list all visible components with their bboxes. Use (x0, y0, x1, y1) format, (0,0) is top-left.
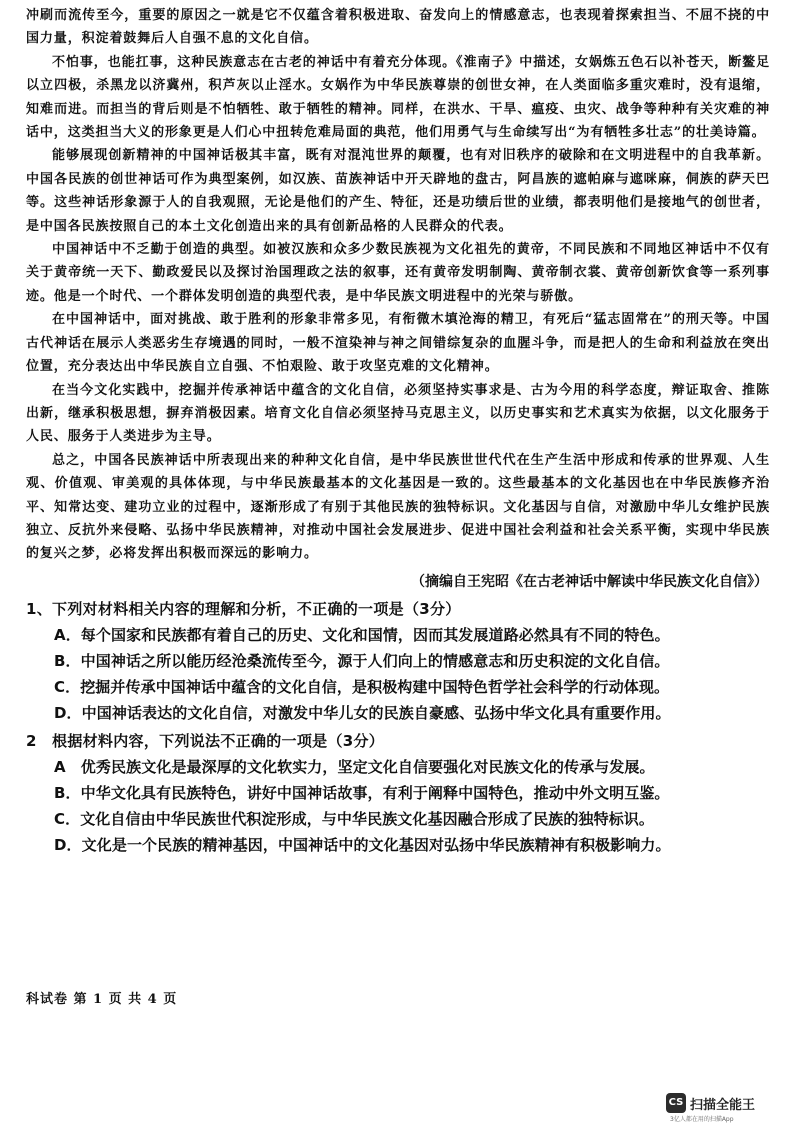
question-1-stem: 1、下列对材料相关内容的理解和分析，不正确的一项是（3分） (26, 599, 461, 618)
passage-paragraph-6: 在当今文化实践中，挖掘并传承神话中蕴含的文化自信，必须坚持实事求是、古为今用的科学态度，辩证取舍、推陈出新，继承积极思想，摒弃消极因素。培育文化自信必须坚持马克思主义，以历史事实和艺术真实为依据，以文化服务于人民、服务于人类进步为主导。 (26, 382, 770, 445)
passage-paragraph-1: 冲刷而流传至今，重要的原因之一就是它不仅蕴含着积极进取、奋发向上的情感意志，也表现着探索担当、不屈不挠的中国力量，积淀着鼓舞后人自强不息的文化自信。 (26, 8, 770, 47)
question-2-stem: 2 根据材料内容，下列说法不正确的一项是（3分） (26, 731, 385, 750)
question-2-option-d: D．文化是一个民族的精神基因，中国神话中的文化基因对弘扬中华民族精神有积极影响力。 (54, 835, 671, 854)
question-2-option-b: B．中华文化具有民族特色，讲好中国神话故事，有利于阐释中国特色，推动中外文明互鉴。 (54, 783, 670, 802)
question-2 (26, 728, 770, 858)
page-footer: 科试卷 第 1 页 共 4 页 (26, 992, 178, 1007)
passage-paragraph-5: 在中国神话中，面对挑战、敢于胜利的形象非常多见，有衔微木填沧海的精卫，有死后“猛志固常在”的刑天等。中国古代神话在展示人类恶劣生存境遇的同时，一般不渲染神与神之间错综复杂的血腥斗争，而是把人的生命和利益放在突出位置，充分表达出中华民族自立自强、不怕艰险、敢于攻坚克难的文化精神。 (26, 312, 770, 375)
passage-paragraph-2: 不怕事，也能扛事，这种民族意志在古老的神话中有着充分体现。《淮南子》中描述，女娲炼五色石以补苍天，断鳌足以立四极，杀黑龙以济冀州，积芦灰以止淫水。女娲作为中华民族尊崇的创世女神，在人类面临多重灾难时，没有退缩，知难而进。而担当的背后则是不怕牺牲、敢于牺牲的精神。同样，在洪水、干旱、瘟疫、虫灾、战争等种种有关灾难的神话中，这类担当大义的形象更是人们心中扭转危难局面的典范，他们用勇气与生命续写出“为有牺牲多壮志”的壮美诗篇。 (26, 54, 770, 141)
passage-paragraph-7: 总之，中国各民族神话中所表现出来的种种文化自信，是中华民族世世代代在生产生活中形成和传承的世界观、人生观、价值观、审美观的具体体现，与中华民族最基本的文化基因是一致的。这些最基本的文化基因也在中华民族修齐治平、知常达变、建功立业的过程中，逐渐形成了有别于其他民族的独特标识。文化基因与自信，对激励中华儿女维护民族独立、反抗外来侵略、弘扬中华民族精神，对推动中国社会发展进步、促进中国社会利益和社会关系平衡，实现中华民族的复兴之梦，必将发挥出积极而深远的影响力。 (26, 452, 770, 562)
question-2-option-c: C．文化自信由中华民族世代积淀形成，与中华民族文化基因融合形成了民族的独特标识。 (54, 809, 655, 828)
question-1 (26, 596, 770, 726)
passage-paragraph-4: 中国神话中不乏勤于创造的典型。如被汉族和众多少数民族视为文化祖先的黄帝，不同民族和不同地区神话中不仅有关于黄帝统一天下、勤政爱民以及探讨治国理政之法的叙事，还有黄帝发明制陶、黄帝制衣裳、黄帝创新饮食等一系列事迹。他是一个时代、一个群体发明创造的典型代表，是中华民族文明进程中的光荣与骄傲。 (26, 242, 770, 304)
passage-paragraph-3: 能够展现创新精神的中国神话极其丰富，既有对混沌世界的颠覆，也有对旧秩序的破除和在文明进程中的自我革新。中国各民族的创世神话可作为典型案例，如汉族、苗族神话中开天辟地的盘古，阿昌族的遮帕麻与遮咪麻，侗族的萨天巴等。这些神话形象源于人的自我观照，无论是他们的产生、特征，还是功绩后世的业绩，都表明他们是接地气的创世者，是中国各民族按照自己的本土文化创造出来的具有创新品格的人民群众的代表。 (26, 148, 770, 234)
question-1-option-a: A．每个国家和民族都有着自己的历史、文化和国情，因而其发展道路必然具有不同的特色。 (54, 625, 670, 644)
passage-source: （摘编自王宪昭《在古老神话中解读中华民族文化自信》） (411, 573, 768, 590)
question-1-option-b: B．中国神话之所以能历经沧桑流传至今，源于人们向上的情感意志和历史积淀的文化自信。 (54, 651, 670, 670)
watermark-app-name: 扫描全能王 (690, 1098, 756, 1113)
question-1-option-c: C．挖掘并传承中国神话中蕴含的文化自信，是积极构建中国特色哲学社会科学的行动体现。 (54, 677, 670, 696)
exam-page (26, 4, 770, 858)
question-1-option-d: D．中国神话表达的文化自信，对激发中华儿女的民族自豪感、弘扬中华文化具有重要作用。 (54, 703, 671, 722)
camscanner-logo-icon: CS (666, 1093, 686, 1113)
question-2-option-a: A 优秀民族文化是最深厚的文化软实力，坚定文化自信要强化对民族文化的传承与发展。 (54, 757, 655, 776)
scanner-watermark (666, 1093, 786, 1121)
watermark-tagline: 3亿人都在用的扫描App (670, 1116, 734, 1123)
